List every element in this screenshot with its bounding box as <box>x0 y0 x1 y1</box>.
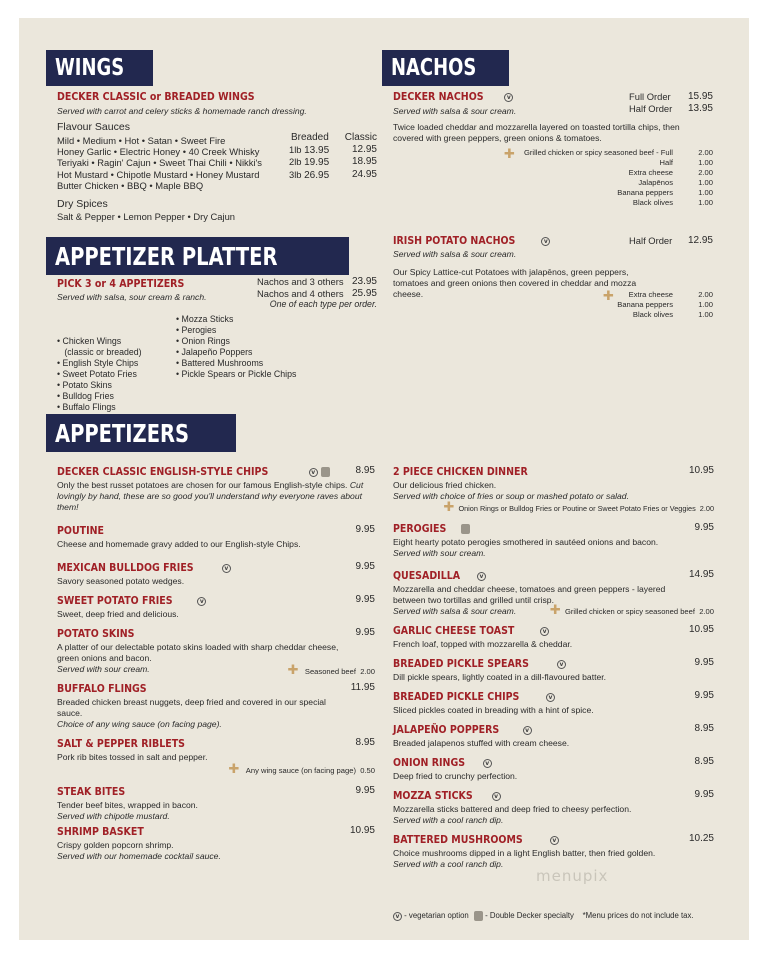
vegetarian-icon: v <box>546 693 555 702</box>
menu-item: MOZZA STICKS v 9.95 Mozzarella sticks battered and deep fried to cheesy perfection. Served with a cool ranch dip. <box>393 789 714 825</box>
decker-nachos-addons: Grilled chicken or spicy seasoned beef - Full 2.00 Half 1.00 Extra cheese 2.00 Jalapēnos 1.00 Banana peppers 1.00 Black olives 1.00 <box>524 148 713 207</box>
menu-item: MEXICAN BULLDOG FRIES v 9.95 Savory seasoned potato wedges. <box>57 561 375 586</box>
vegetarian-icon: v <box>309 468 318 477</box>
decker-nachos-title: DECKER NACHOS v <box>393 90 513 103</box>
double-decker-icon <box>474 911 483 921</box>
plus-icon: ✚ <box>603 288 614 303</box>
vegetarian-icon: v <box>477 572 486 581</box>
vegetarian-icon: v <box>504 93 513 102</box>
menu-item: SWEET POTATO FRIES v 9.95 Sweet, deep fried and delicious. <box>57 594 375 619</box>
irish-nachos-sub: Served with salsa & sour cream. <box>393 249 517 259</box>
platter-desc: Served with salsa, sour cream & ranch. <box>57 292 207 302</box>
legend: v - vegetarian option - Double Decker specialty *Menu prices do not include tax. <box>393 911 694 921</box>
flavour-line: Honey Garlic • Electric Honey • 40 Creek Whisky <box>57 146 260 158</box>
menu-item: BATTERED MUSHROOMS v 10.25 Choice mushrooms dipped in a light English batter, then fried golden. Served with a cool ranch dip. <box>393 833 714 869</box>
menu-item: JALAPEÑO POPPERS v 8.95 Breaded jalapenos stuffed with cream cheese. <box>393 723 714 748</box>
flavour-line: Mild • Medium • Hot • Satan • Sweet Fire <box>57 135 226 146</box>
menu-item: SHRIMP BASKET 10.95 Crispy golden popcorn shrimp. Served with our homemade cocktail sauce. <box>57 825 375 861</box>
menu-item: POTATO SKINS 9.95 A platter of our delectable potato skins loaded with sharp cheddar cheese, green onions and bacon. Served with sour cream. ✚ Seasoned beef 2.00 <box>57 627 375 677</box>
menu-item: QUESADILLA v 14.95 Mozzarella and cheddar cheese, tomatoes and green peppers - layered between two tortillas and grilled until crisp. Served with salsa & sour cream. ✚ Grilled chicken or spicy seasoned beef 2.00 <box>393 569 714 617</box>
platter-col1: • Chicken Wings (classic or breaded) • English Style Chips • Sweet Potato Fries • Potato Skins • Bulldog Fries • Buffalo Flings <box>57 336 142 412</box>
plus-icon: ✚ <box>549 602 561 617</box>
menu-item: SALT & PEPPER RIBLETS 8.95 Pork rib bites tossed in salt and pepper. ✚ Any wing sauce (on facing page) 0.50 <box>57 737 375 776</box>
wings-size-row: 3lb 26.95 24.95 <box>289 168 377 181</box>
watermark: menupix <box>536 867 609 885</box>
flavour-line: Hot Mustard • Chipotle Mustard • Honey Mustard <box>57 168 260 180</box>
decker-nachos-desc: Twice loaded cheddar and mozzarella layered on toasted tortilla chips, then covered with green peppers, green onions & tomatoes. <box>393 122 680 143</box>
irish-nachos-title: IRISH POTATO NACHOS v <box>393 234 550 247</box>
double-decker-icon <box>461 524 470 534</box>
appetizers-right-column <box>393 465 714 873</box>
platter-banner: APPETIZER PLATTER <box>46 237 349 275</box>
menu-item: POUTINE 9.95 Cheese and homemade gravy added to our English-style Chips. <box>57 524 375 549</box>
menu-item: BREADED PICKLE CHIPS v 9.95 Sliced pickles coated in breading with a hint of spice. <box>393 690 714 715</box>
col-classic: Classic <box>344 132 377 143</box>
flavour-line: Butter Chicken • BBQ • Maple BBQ <box>57 179 204 191</box>
menu-item: BUFFALO FLINGS 11.95 Breaded chicken breast nuggets, deep fried and covered in our special sauce. Choice of any wing sauce (on facing page). <box>57 682 375 729</box>
menu-page <box>19 18 749 940</box>
decker-nachos-prices: Full Order 15.95 Half Order 13.95 <box>629 91 713 114</box>
flavour-heading: Flavour Sauces <box>57 121 130 133</box>
plus-icon: ✚ <box>228 761 240 776</box>
wings-size-row: 1lb 13.95 12.95 <box>289 143 377 156</box>
wings-desc: Served with carrot and celery sticks & homemade ranch dressing. <box>57 106 307 116</box>
irish-nachos-price: Half Order 12.95 <box>629 235 713 246</box>
vegetarian-icon: v <box>557 660 566 669</box>
double-decker-icon <box>321 467 330 477</box>
wings-price-table <box>289 132 377 181</box>
irish-nachos-desc: Our Spicy Lattice-cut Potatoes with jalapēnos, green peppers, tomatoes and green onions then covered in cheddar and mozza cheese. <box>393 267 637 299</box>
vegetarian-icon: v <box>483 759 492 768</box>
plus-icon: ✚ <box>504 146 515 161</box>
decker-nachos-sub: Served with salsa & sour cream. <box>393 106 517 116</box>
platter-col2: • Mozza Sticks • Perogies • Onion Rings • Jalapeño Poppers • Battered Mushrooms • Pickle Spears or Pickle Chips <box>176 314 297 379</box>
menu-item: GARLIC CHEESE TOAST v 10.95 French loaf, topped with mozzarella & cheddar. <box>393 624 714 649</box>
platter-prices: Nachos and 3 others 23.95 Nachos and 4 others 25.95 One of each type per order. <box>257 276 377 309</box>
vegetarian-icon: v <box>393 912 402 921</box>
nachos-banner: NACHOS <box>382 50 509 86</box>
irish-nachos-addons: Extra cheese 2.00 Banana peppers 1.00 Black olives 1.00 <box>617 290 713 319</box>
menu-item: DECKER CLASSIC ENGLISH-STYLE CHIPS v 8.95 Only the best russet potatoes are chosen for our famous English-style chips. Cut lovingly by hand, these are so good you'll understand why everyone raves about them! <box>57 465 375 512</box>
vegetarian-icon: v <box>523 726 532 735</box>
vegetarian-icon: v <box>492 792 501 801</box>
menu-item: BREADED PICKLE SPEARS v 9.95 Dill pickle spears, lightly coated in a dill-flavoured batter. <box>393 657 714 682</box>
menu-item: ONION RINGS v 8.95 Deep fried to crunchy perfection. <box>393 756 714 781</box>
vegetarian-icon: v <box>541 237 550 246</box>
dry-line: Salt & Pepper • Lemon Pepper • Dry Cajun <box>57 211 236 222</box>
vegetarian-icon: v <box>222 564 231 573</box>
appetizers-banner: APPETIZERS <box>46 414 236 452</box>
flavour-list <box>57 135 297 191</box>
plus-icon: ✚ <box>287 662 299 677</box>
vegetarian-icon: v <box>540 627 549 636</box>
menu-item: PEROGIES 9.95 Eight hearty potato perogies smothered in sautéed onions and bacon. Served with sour cream. <box>393 522 714 558</box>
dry-heading: Dry Spices <box>57 198 108 210</box>
vegetarian-icon: v <box>550 836 559 845</box>
flavour-line: Teriyaki • Ragin' Cajun • Sweet Thai Chili • Nikki's <box>57 157 262 169</box>
plus-icon: ✚ <box>443 499 455 514</box>
wings-banner: WINGS <box>46 50 153 86</box>
appetizers-left-column <box>57 465 375 865</box>
wings-title: DECKER CLASSIC or BREADED WINGS <box>57 90 255 103</box>
platter-title: PICK 3 or 4 APPETIZERS <box>57 277 185 290</box>
wings-size-row: 2lb 19.95 18.95 <box>289 156 377 168</box>
menu-item: STEAK BITES 9.95 Tender beef bites, wrapped in bacon. Served with chipotle mustard. <box>57 785 375 821</box>
col-breaded: Breaded <box>291 132 329 143</box>
menu-item: 2 PIECE CHICKEN DINNER 10.95 Our delicious fried chicken. Served with choice of fries or soup or mashed potato or salad. ✚ Onion Rings or Bulldog Fries or Poutine or Sweet Potato Fries or Veggies 2.00 <box>393 465 714 514</box>
vegetarian-icon: v <box>197 597 206 606</box>
